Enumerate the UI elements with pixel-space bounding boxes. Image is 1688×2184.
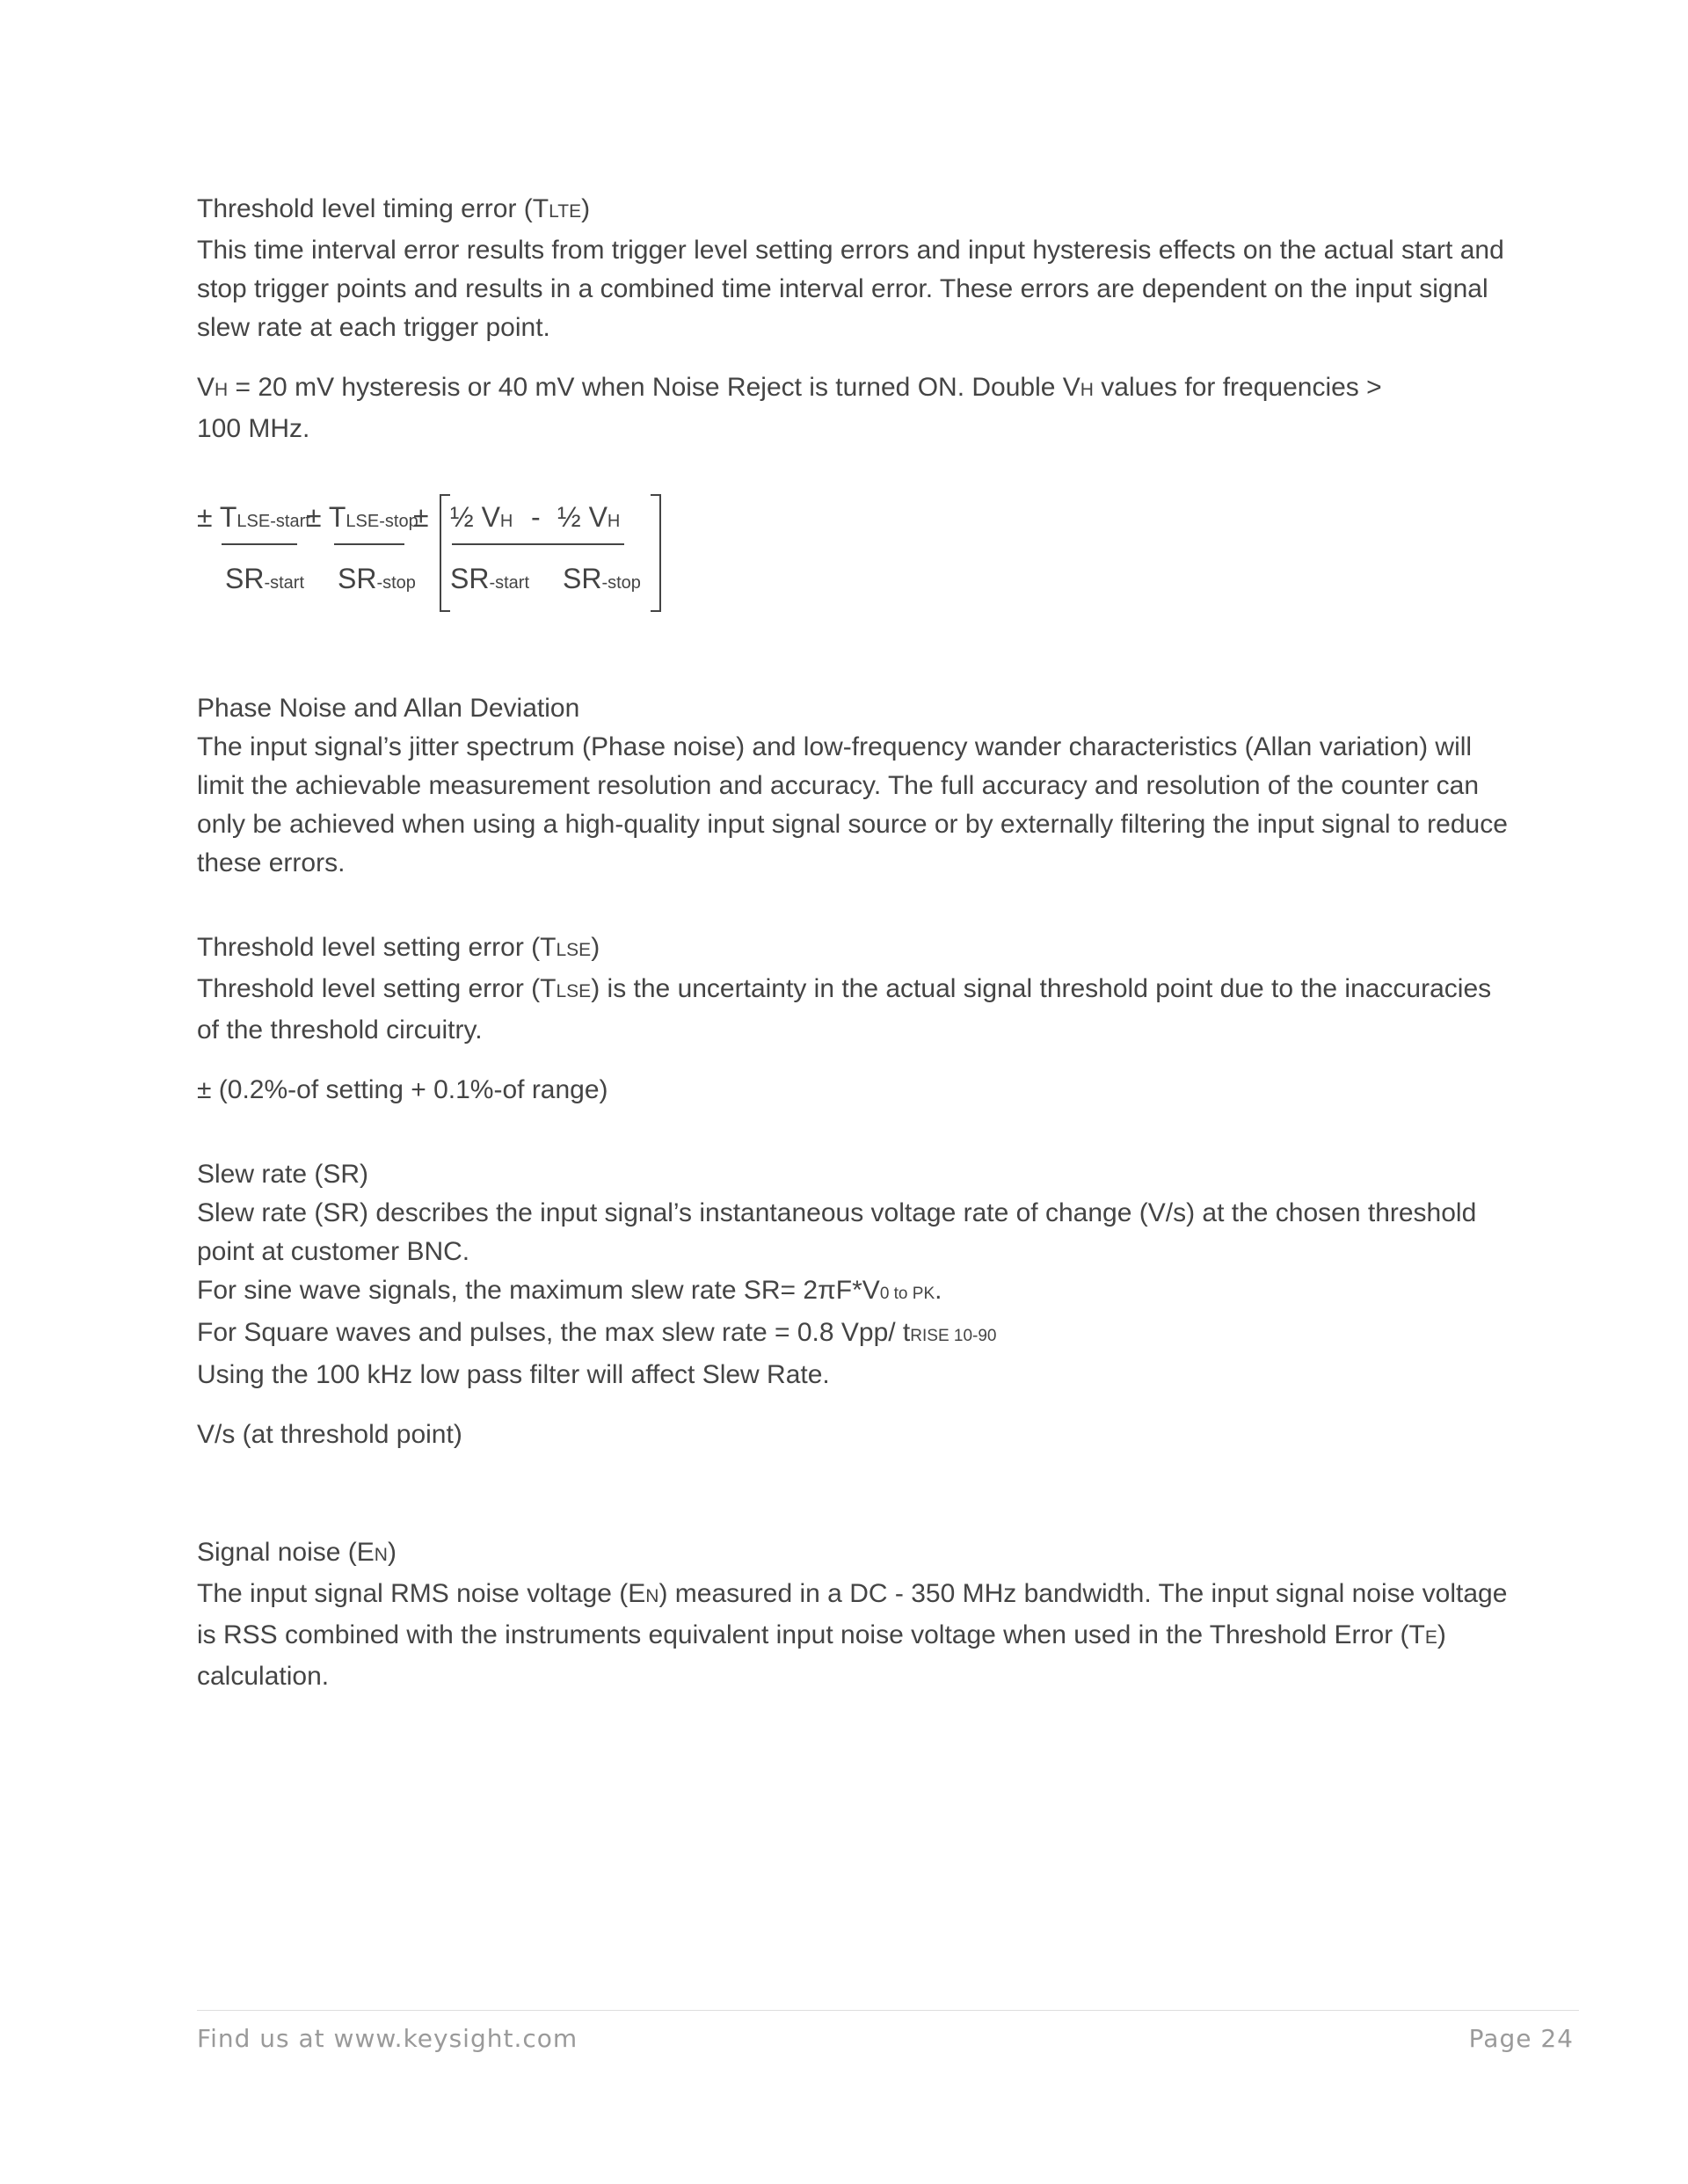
slew-square: For Square waves and pulses, the max slew rate = 0.8 Vpp/ tRISE 10-90 xyxy=(197,1318,997,1347)
formula-bracket-right xyxy=(651,494,661,612)
formula-bracket-left xyxy=(440,494,450,612)
slew-unit: V/s (at threshold point) xyxy=(197,1420,462,1449)
footer-divider xyxy=(197,2010,1579,2011)
tlse-heading: Threshold level setting error (TLSE) xyxy=(197,933,600,962)
formula-term-2: ± TLSE-stop xyxy=(306,501,418,533)
fraction-line-2 xyxy=(334,543,404,545)
formula-den-1: SR-start xyxy=(225,563,305,594)
noise-body: The input signal RMS noise voltage (EN) measured in a DC - 350 MHz bandwidth. The input signal noise voltage is RSS combined with the instruments equivalent input noise voltage when used in the Threshold Error (TE) calculation. xyxy=(197,1579,1508,1691)
tlte-heading: Threshold level timing error (TLTE) xyxy=(197,194,591,223)
slew-heading: Slew rate (SR) xyxy=(197,1160,369,1189)
tlte-body: This time interval error results from trigger level setting errors and input hysteresis effects on the actual start and stop trigger points and results in a combined time interval error. These errors are dependent on the input signal slew rate at each trigger point. xyxy=(197,236,1504,342)
formula-minus: - xyxy=(531,501,541,533)
formula-term-1: ± TLSE-start xyxy=(197,501,310,533)
tlte-formula xyxy=(197,501,689,624)
formula-den-3: SR-start xyxy=(450,563,530,594)
page-number: Page 24 xyxy=(1468,2024,1574,2053)
page-content xyxy=(197,190,1516,1696)
formula-den-4: SR-stop xyxy=(563,563,641,594)
noise-heading: Signal noise (EN) xyxy=(197,1538,397,1567)
formula-half-vh-2: ½ VH xyxy=(557,501,621,533)
fraction-line-1 xyxy=(222,543,297,545)
formula-half-vh-1: ½ VH xyxy=(450,501,513,533)
vh-definition: VH = 20 mV hysteresis or 40 mV when Noise Reject is turned ON. Double VH values for frequencies > 100 MHz. xyxy=(197,373,1382,443)
formula-den-2: SR-stop xyxy=(338,563,416,594)
footer-website: Find us at www.keysight.com xyxy=(197,2024,578,2053)
tlse-body: Threshold level setting error (TLSE) is the uncertainty in the actual signal threshold point due to the inaccuracies of the threshold circuitry. xyxy=(197,974,1492,1045)
slew-filter: Using the 100 kHz low pass filter will affect Slew Rate. xyxy=(197,1360,830,1389)
slew-body: Slew rate (SR) describes the input signal’s instantaneous voltage rate of change (V/s) at the chosen threshold point at customer BNC. xyxy=(197,1198,1477,1266)
phase-heading: Phase Noise and Allan Deviation xyxy=(197,694,580,723)
fraction-line-3 xyxy=(452,543,624,545)
formula-pm: ± xyxy=(413,501,429,533)
phase-body: The input signal’s jitter spectrum (Phase noise) and low-frequency wander characteristics (Allan variation) will limit the achievable measurement resolution and accuracy. The full accuracy and resolution of the counter can only be achieved when using a high-quality input signal source or by externally filtering the input signal to reduce these errors. xyxy=(197,732,1508,877)
slew-sine: For sine wave signals, the maximum slew rate SR= 2πF*V0 to PK. xyxy=(197,1276,942,1305)
tlse-value: ± (0.2%-of setting + 0.1%-of range) xyxy=(197,1075,608,1104)
